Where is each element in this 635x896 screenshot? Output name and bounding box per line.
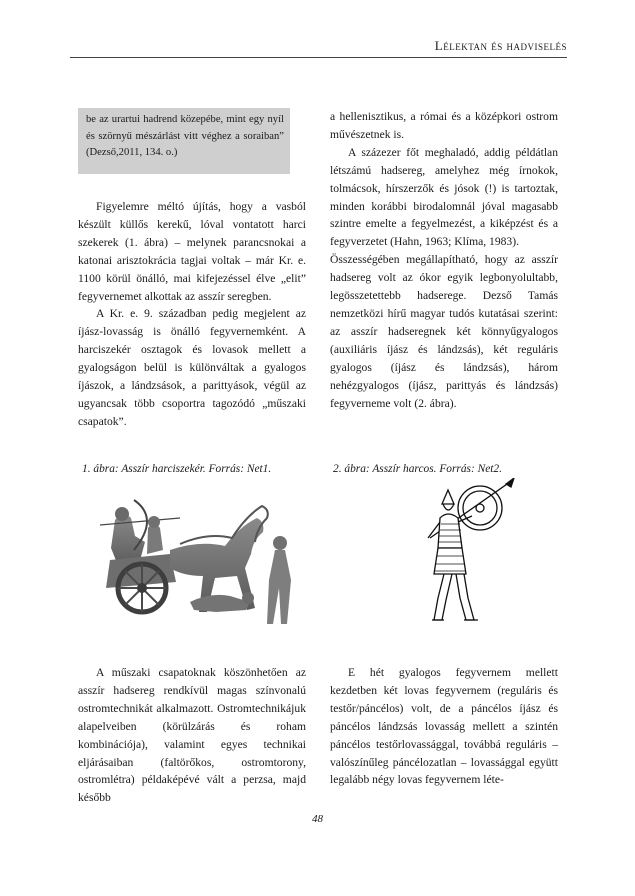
- paragraph: Figyelemre méltó újítás, hogy a vasból készült küllős kerekű, lóval vontatott harci szekerek (1. ábra) – melynek parancsnokai a katonai arisztokrácia tagjai voltak – már Kr. e. 1100 körül önálló, mai kifejezéssel élve „elit” fegyvernemet alkottak az asszír seregben.: [78, 200, 306, 303]
- right-column-top: [330, 108, 558, 412]
- figure-2-caption: 2. ábra: Asszír harcos. Forrás: Net2.: [333, 463, 502, 475]
- paragraph: A műszaki csapatoknak köszönhetően az asszír hadsereg rendkívül magas színvonalú ostromtechnikát alkalmazott. Ostromtechnikájuk alapelveiben (körülzárás és roham kombinációja), valamint egyes technikai eljárásaiban (faltörőkos, ostromtorony, ostromlétra) példaképévé vált a perzsa, majd később: [78, 666, 306, 805]
- running-header: Lélektan és hadviselés: [434, 38, 567, 53]
- assyrian-warrior-image: [410, 478, 520, 628]
- page-number: 48: [312, 813, 323, 825]
- chariot-relief-image: [70, 480, 310, 630]
- paragraph: A százezer főt meghaladó, addig példátlan létszámú hadsereg, amelyhez még írnokok, tolmácsok, hírszerzők és jósok (!) is tartoztak, minden korábbi birodalomnál jóval magasabb szintre emelte a fegyelmezést, a kiképzést és a fegyverzetet (Hahn, 1963; Klíma, 1983).: [330, 145, 558, 249]
- paragraph: A Kr. e. 9. században pedig megjelent az íjász-lovasság is önálló fegyvernemként. A harciszekér osztagok és lovasok mellett a gyalogságon belül is különváltak a gyalogos íjászok, a lándzsások, a parittyások, végül az ugyancsak több csoportra tagozódó „műszaki csapatok”.: [78, 307, 306, 428]
- header-rule: [70, 57, 567, 58]
- quote-box: be az urartui hadrend közepébe, mint egy nyíl és szörnyű mészárlást vitt véghez a soraiban” (Dezső,2011, 134. o.): [78, 108, 290, 174]
- paragraph: E hét gyalogos fegyvernem mellett kezdetben két lovas fegyvernem (reguláris és testőr/páncélos) volt, de a páncélos íjász és páncélos lándzsás lovasság mellett a szintén páncélos testőrlovassággal, továbbá reguláris – valószínűleg páncélozatlan – lovassággal együtt legalább négy lovas fegyvernem léte-: [330, 666, 558, 787]
- figure-1-caption: 1. ábra: Asszír harciszekér. Forrás: Net1.: [82, 463, 272, 475]
- left-column-top: [78, 198, 306, 431]
- paragraph: a hellenisztikus, a római és a középkori ostrom művészetnek is.: [330, 110, 558, 141]
- left-column-bottom: [78, 664, 306, 807]
- right-column-bottom: [330, 664, 558, 789]
- paragraph: Összességében megállapítható, hogy az asszír hadsereg volt az ókor egyik legbonyolultabb, legösszetettebb hadserege. Dezső Tamás nemzetközi hírű magyar tudós kutatásai szerint: az asszír hadseregnek két könnyűgyalogos (auxiliáris íjász és lándzsás), két reguláris gyalogos (íjász és lándzsás), három nehézgyalogos (íjász, parittyás és lándzsás) fegyverneme volt (2. ábra).: [330, 253, 558, 410]
